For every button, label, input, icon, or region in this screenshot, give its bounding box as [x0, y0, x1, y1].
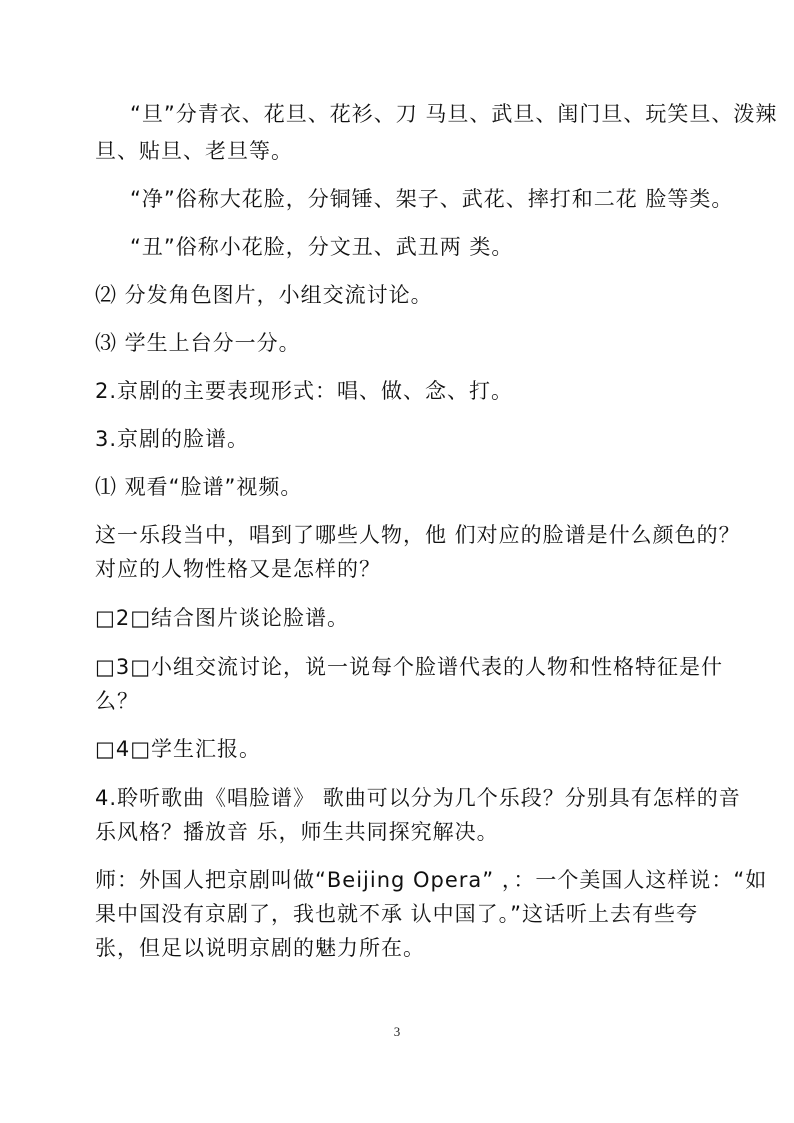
text-line: 对应的人物性格又是怎样的？ — [95, 557, 381, 581]
page-number: 3 — [393, 1024, 401, 1039]
text-line: 乐风格？播放音 乐，师生共同探究解决。 — [95, 820, 499, 844]
text-line: 果中国没有京剧了，我也就不承 认中国了。”这话听上去有些夸 — [95, 902, 699, 926]
text-line: “净”俗称大花脸，分铜锤、架子、武花、摔打和二花 脸等类。 — [130, 187, 734, 211]
text-line: ⑶ 学生上台分一分。 — [95, 331, 301, 355]
text-line: “旦”分青衣、花旦、花衫、刀 马旦、武旦、闺门旦、玩笑旦、泼辣 — [130, 102, 778, 126]
section-heading: 2.京剧的主要表现形式：唱、做、念、打。 — [95, 379, 514, 403]
text-line: ⑴ 观看“脸谱”视频。 — [95, 475, 303, 499]
text-line: □4□学生汇报。 — [95, 737, 262, 761]
text-line: 这一乐段当中，唱到了哪些人物，他 们对应的脸谱是什么颜色的？ — [95, 523, 741, 547]
text-line: 张，但足以说明京剧的魅力所在。 — [95, 936, 425, 960]
text-line: 么？ — [95, 689, 139, 713]
text-line: ⑵ 分发角色图片，小组交流讨论。 — [95, 283, 433, 307]
text-line: □3□小组交流讨论，说一说每个脸谱代表的人物和性格特征是什 — [95, 655, 724, 679]
text-line: □2□结合图片谈论脸谱。 — [95, 606, 350, 630]
text-line: 师：外国人把京剧叫做“Beijing Opera” ，：一个美国人这样说：“如 — [95, 868, 768, 892]
text-line: 旦、贴旦、老旦等。 — [95, 139, 293, 163]
text-line: “丑”俗称小花脸，分文丑、武丑两 类。 — [130, 235, 514, 259]
section-heading: 4.聆听歌曲《唱脸谱》 歌曲可以分为几个乐段？分别具有怎样的音 — [95, 786, 741, 810]
section-heading: 3.京剧的脸谱。 — [95, 427, 250, 451]
